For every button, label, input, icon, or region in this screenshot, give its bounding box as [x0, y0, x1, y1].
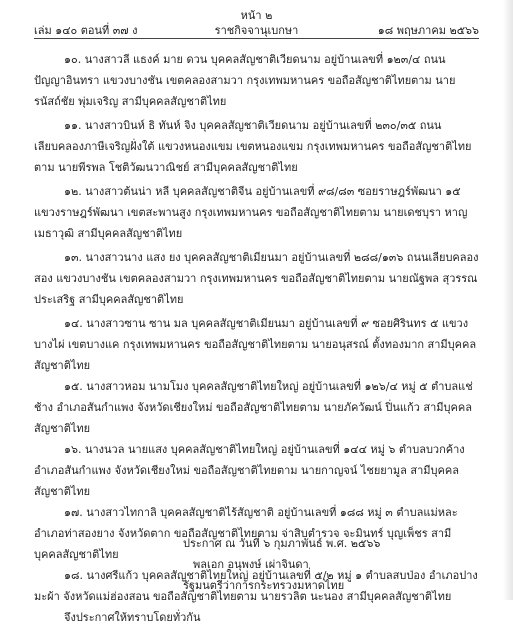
page-number: หน้า ๒ [240, 9, 273, 22]
header-divider [34, 38, 479, 39]
list-item: ๑๑. นางสาวบินห์ ธิ ทันห์ จิง บุคคลสัญชาติเวียดนาม อยู่บ้านเลขที่ ๒๓๐/๓๕ ถนนเลียบคลองภาษีเจริญฝั่งใต้ แขวงหนองแขม เขตหนองแขม กรุงเทพมหานคร ขอถือสัญชาติไทยตาม นายพีรพล โชติวัฒนวาณิชย์ สามีบุคคลสัญชาติไทย [34, 119, 472, 174]
list-item: ๑๒. นางสาวต้นน่า หลี บุคคลสัญชาติจีน อยู่บ้านเลขที่ ๙๘/๘๓ ซอยราษฎร์พัฒนา ๑๕ แขวงราษฎร์พัฒนา เขตสะพานสูง กรุงเทพมหานคร ขอถือสัญชาติไทยตาม นายเดชบุรา หาญเมธาวุฒิ สามีบุคคลสัญชาติไทย [34, 185, 468, 240]
list-item: ๑๐. นางสาวลี แธงค์ มาย ดวน บุคคลสัญชาติเวียดนาม อยู่บ้านเลขที่ ๑๒๓/๔ ถนนปัญญาอินทรา แขวงบางชัน เขตคลองสามวา กรุงเทพมหานคร ขอถือสัญชาติไทยตาม นายรนัสถ์ชัย พุ่มเจริญ สามีบุคคลสัญชาติไทย [34, 53, 456, 108]
gazette-header [34, 21, 479, 39]
signature-block [183, 533, 380, 596]
list-item: ๑๓. นางสาวนาง แสง ยง บุคคลสัญชาติเมียนมา อยู่บ้านเลขที่ ๒๘๘/๑๓๖ ถนนเลียบคลองสอง แขวงบางชัน เขตคลองสามวา กรุงเทพมหานคร ขอถือสัญชาติไทยตาม นายณัฐพล สุวรรณประเสริฐ สามีบุคคลสัญชาติไทย [34, 251, 479, 306]
list-item: ๑๖. นางนวล นายแสง บุคคลสัญชาติไทยใหญ่ อยู่บ้านเลขที่ ๑๔๔ หมู่ ๖ ตำบลบวกค้าง อำเภอสันกำแพง จังหวัดเชียงใหม่ ขอถือสัญชาติไทยตาม นายกาญจน์ ไชยยามูล สามีบุคคลสัญชาติไทย [34, 443, 465, 498]
gazette-title: ราชกิจจานุเบกษา [214, 24, 299, 37]
volume-issue: เล่ม ๑๔๐ ตอนที่ ๓๗ ง [34, 24, 138, 37]
publication-date: ๑๘ พฤษภาคม ๒๕๖๖ [377, 24, 479, 37]
list-item: ๑๗. นางสาวไทกาลิ บุคคลสัญชาติไร้สัญชาติ อยู่บ้านเลขที่ ๑๘๘ หมู่ ๓ ตำบลแม่หละ อำเภอท่าสองยาง จังหวัดตาก ขอถือสัญชาติไทยตาม จ่าสิบตำรวจ จะมินทร์ บุญเพ็ชร สามีบุคคลสัญชาติไทย [34, 506, 458, 561]
signatory-name: พลเอก อนุพงษ์ เผ่าจินดา [193, 558, 309, 571]
signatory-position: รัฐมนตรีว่าการกระทรวงมหาดไทย [183, 579, 345, 592]
list-item: ๑๕. นางสาวหอม นามโมง บุคคลสัญชาติไทยใหญ่ อยู่บ้านเลขที่ ๑๒๖/๔ หมู่ ๕ ตำบลแช่ช้าง อำเภอสันกำแพง จังหวัดเชียงใหม่ ขอถือสัญชาติไทยตาม นายภัควัฒน์ ปิ่นแก้ว สามีบุคคลสัญชาติไทย [34, 380, 473, 435]
list-item: ๑๔. นางสาวซาน ซาน มล บุคคลสัญชาติเมียนมา อยู่บ้านเลขที่ ๙ ซอยศิรินทร ๕ แขวงบางไผ่ เขตบางแค กรุงเทพมหานคร ขอถือสัญชาติไทยตาม นายอนุสรณ์ ตั้งทองมาก สามีบุคคลสัญชาติไทย [34, 317, 477, 372]
list-item: ๑๘. นางศรีแก้ว บุคคลสัญชาติไทยใหญ่ อยู่บ้านเลขที่ ๕/๒ หมู่ ๑ ตำบลสบป่อง อำเภอปางมะผ้า จังหวัดแม่ฮ่องสอน ขอถือสัญชาติไทยตาม นายรวลิต นะนอง สามีบุคคลสัญชาติไทย [34, 569, 478, 603]
announcement-date: ประกาศ ณ วันที่ ๖ กุมภาพันธ์ พ.ศ. ๒๕๖๖ [183, 537, 381, 550]
closing-statement: จึงประกาศให้ทราบโดยทั่วกัน [64, 611, 201, 624]
